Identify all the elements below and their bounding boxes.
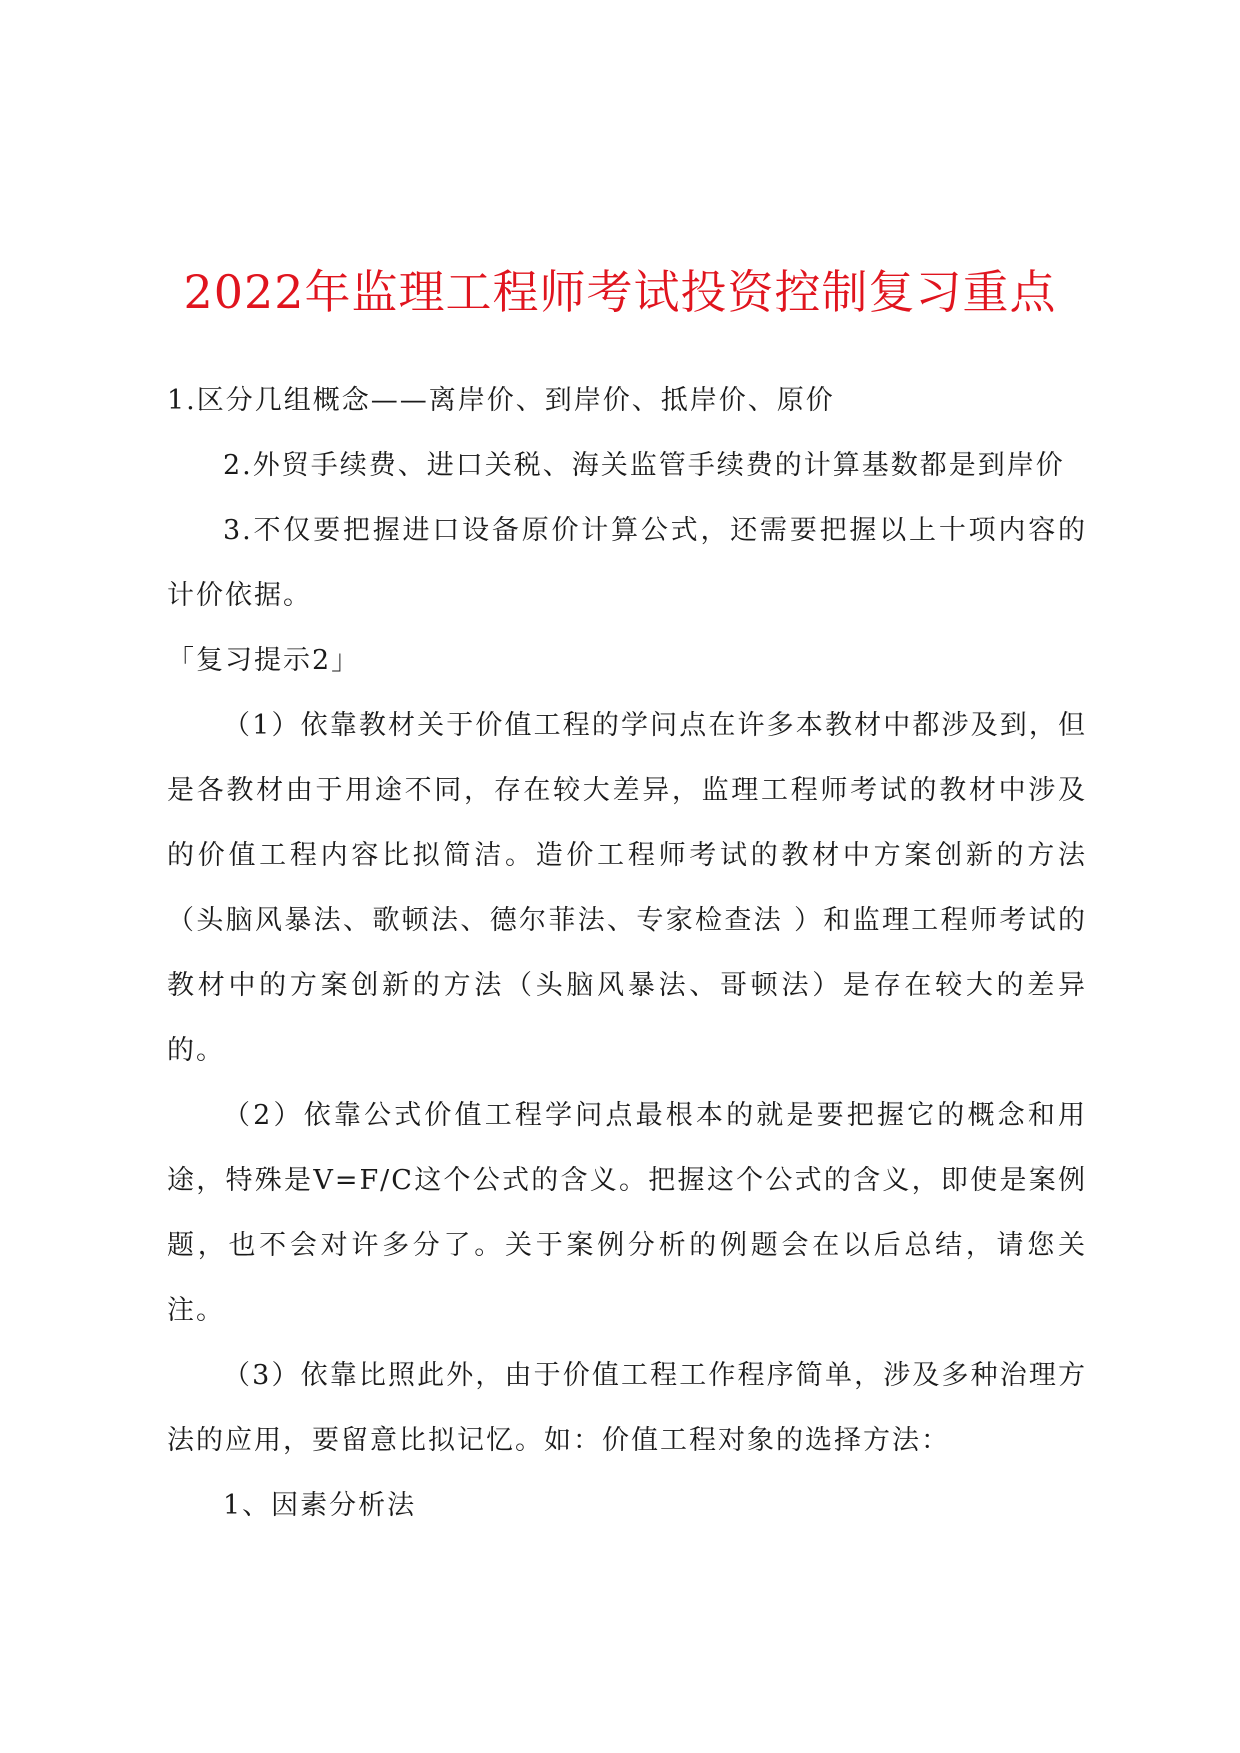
section-heading-tip-2: 「复习提示2」 [167, 645, 361, 676]
paragraph-tip-1: （1）依靠教材关于价值工程的学问点在许多本教材中都涉及到，但是各教材由于用途不同，存在较大差异，监理工程师考试的教材中涉及的价值工程内容比拟简洁。造价工程师考试的教材中方案创新的方法（头脑风暴法、歌顿法、德尔菲法、专家检查法 ）和监理工程师考试的教材中的方案创新的方法（头脑风暴法、哥顿法）是存在较大的差异的。 [167, 710, 1087, 1066]
paragraph-formula: 3.不仅要把握进口设备原价计算公式，还需要把握以上十项内容的计价依据。 [167, 515, 1087, 611]
paragraph-fee-base: 2.外贸手续费、进口关税、海关监管手续费的计算基数都是到岸价 [223, 450, 1065, 481]
document-title: 2022年监理工程师考试投资控制复习重点 [183, 265, 1057, 319]
document-body [167, 368, 1087, 1538]
list-item-factor-analysis: 1、因素分析法 [223, 1490, 417, 1521]
paragraph-tip-2: （2）依靠公式价值工程学问点最根本的就是要把握它的概念和用途，特殊是V=F/C这个公式的含义。把握这个公式的含义，即使是案例题，也不会对许多分了。关于案例分析的例题会在以后总结，请您关注。 [167, 1100, 1087, 1326]
paragraph-tip-3: （3）依靠比照此外，由于价值工程工作程序简单，涉及多种治理方法的应用，要留意比拟记忆。如：价值工程对象的选择方法： [167, 1360, 1087, 1456]
paragraph-concepts: 1.区分几组概念——离岸价、到岸价、抵岸价、原价 [167, 385, 835, 416]
